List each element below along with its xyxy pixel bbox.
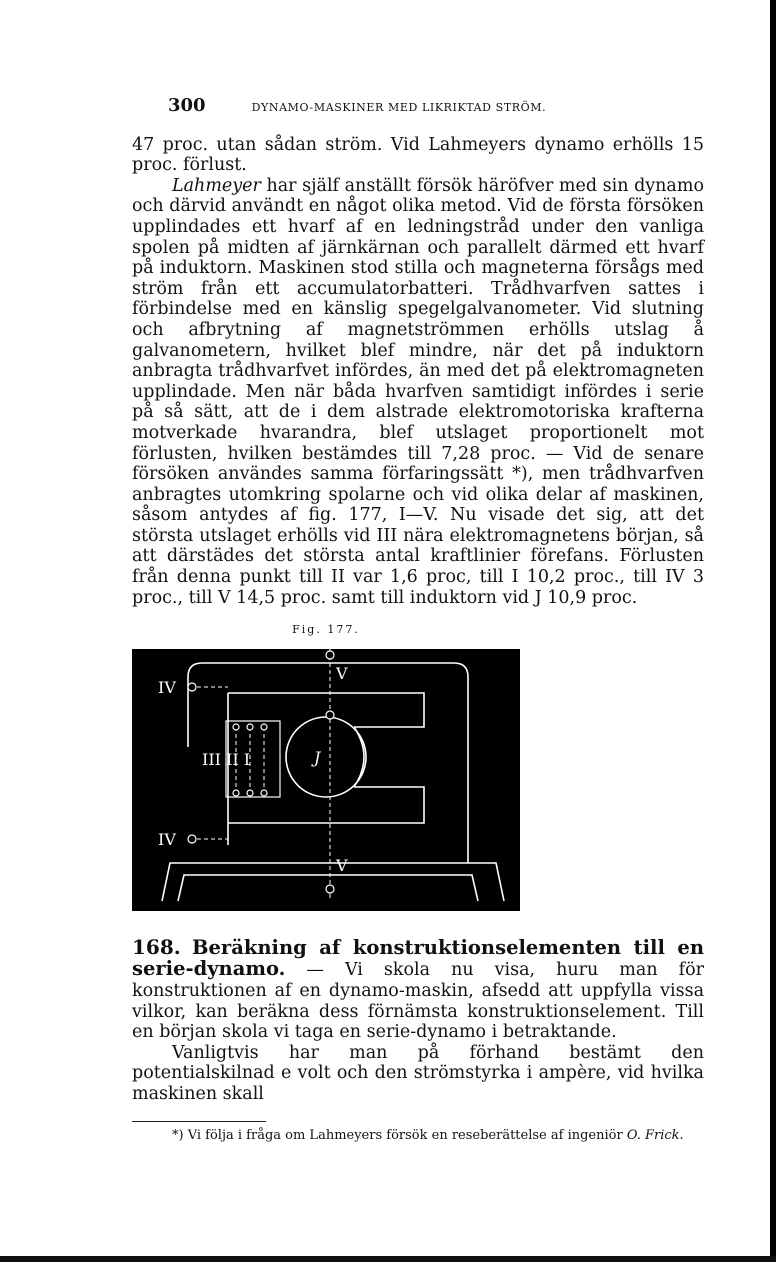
section-heading: Beräkning af konstruktionselementen till en serie-dynamo. (132, 935, 704, 981)
figure-caption: Fig. 177. (292, 623, 360, 637)
footnote-text: Vi följa i fråga om Lahmeyers försök en reseberättelse af ingeniör (187, 1127, 623, 1143)
running-header (168, 96, 704, 119)
section-168 (132, 934, 704, 1043)
footnote-rule (132, 1121, 266, 1122)
section-paragraph-2: Vanligtvis har man på förhand bestämt den potentialskilnad e volt och den strömstyrka i ampère, vid hvilka maskinen skall (132, 1042, 704, 1104)
footnote-author: O. Frick. (626, 1127, 684, 1143)
author-name: Lahmeyer (172, 175, 261, 196)
paragraph-2-text: har själf anställt försök häröfver med sin dynamo och därvid användt en något olika metod. Vid de första försöken upplindades ett hvarf af en ledningstråd under den vanliga spolen på midten af järnkärnan och parallelt därmed ett hvarf på induktorn. Maskinen stod stilla och magneterna försågs med ström från ett accumulatorbatteri. Trådhvarfven sattes i förbindelse med en känslig spegelgalvanometer. Vid slutning och afbrytning af magnetströmmen erhölls utslag å galvanometern, hvilket blef mindre, när det på induktorn anbragta trådhvarfvet infördes, än med det på elektromagneten upplindade. Men när båda hvarfven samtidigt infördes i serie på så sätt, att de i dem alstrade elektromotoriska krafterna motverkade hvarandra, blef utslaget proportionelt mot förlusten, hvilken bestämdes till 7,28 proc. — Vid de senare försöken användes samma förfaringssätt *), men trådhvarfven anbragtes utomkring spolarne och vid olika delar af maskinen, såsom antydes af fig. 177, I—V. Nu visade det sig, att det största utslaget erhölls vid III nära elektromagnetens början, så att därstädes det största antal kraftlinier förefans. Förlusten från denna punkt till II var 1,6 proc, till I 10,2 proc., till IV 3 proc., till V 14,5 proc. samt till induktorn vid J 10,9 proc. (132, 175, 704, 608)
paragraph-2 (132, 176, 704, 608)
running-title: DYNAMO-MASKINER MED LIKRIKTAD STRÖM. (251, 101, 547, 114)
scan-edge-right (770, 0, 776, 1262)
label-v-bottom: V (336, 855, 348, 875)
section-text: — Vi skola nu visa, huru man för konstruktionen af en dynamo-maskin, afsedd att uppfylla vissa vilkor, kan beräkna dess förnämsta konstruktionselement. Till en början skola vi taga en serie-dynamo i betraktande. (132, 960, 704, 1043)
book-page (132, 96, 704, 1144)
section-number: 168. (132, 934, 181, 959)
figure-177 (132, 612, 520, 911)
page-number: 300 (168, 95, 206, 116)
footnote-marker: *) (172, 1127, 184, 1143)
label-iv-top: IV (158, 677, 176, 697)
dynamo-diagram (132, 649, 520, 911)
label-j: J (314, 747, 321, 767)
paragraph-1: 47 proc. utan sådan ström. Vid Lahmeyers dynamo erhölls 15 proc. förlust. (132, 134, 704, 176)
label-iv-bottom: IV (158, 829, 176, 849)
footnote (132, 1128, 704, 1144)
label-iii-ii-i: III II I (202, 749, 251, 769)
scan-edge-bottom (0, 1256, 776, 1262)
label-v-top: V (336, 663, 348, 683)
